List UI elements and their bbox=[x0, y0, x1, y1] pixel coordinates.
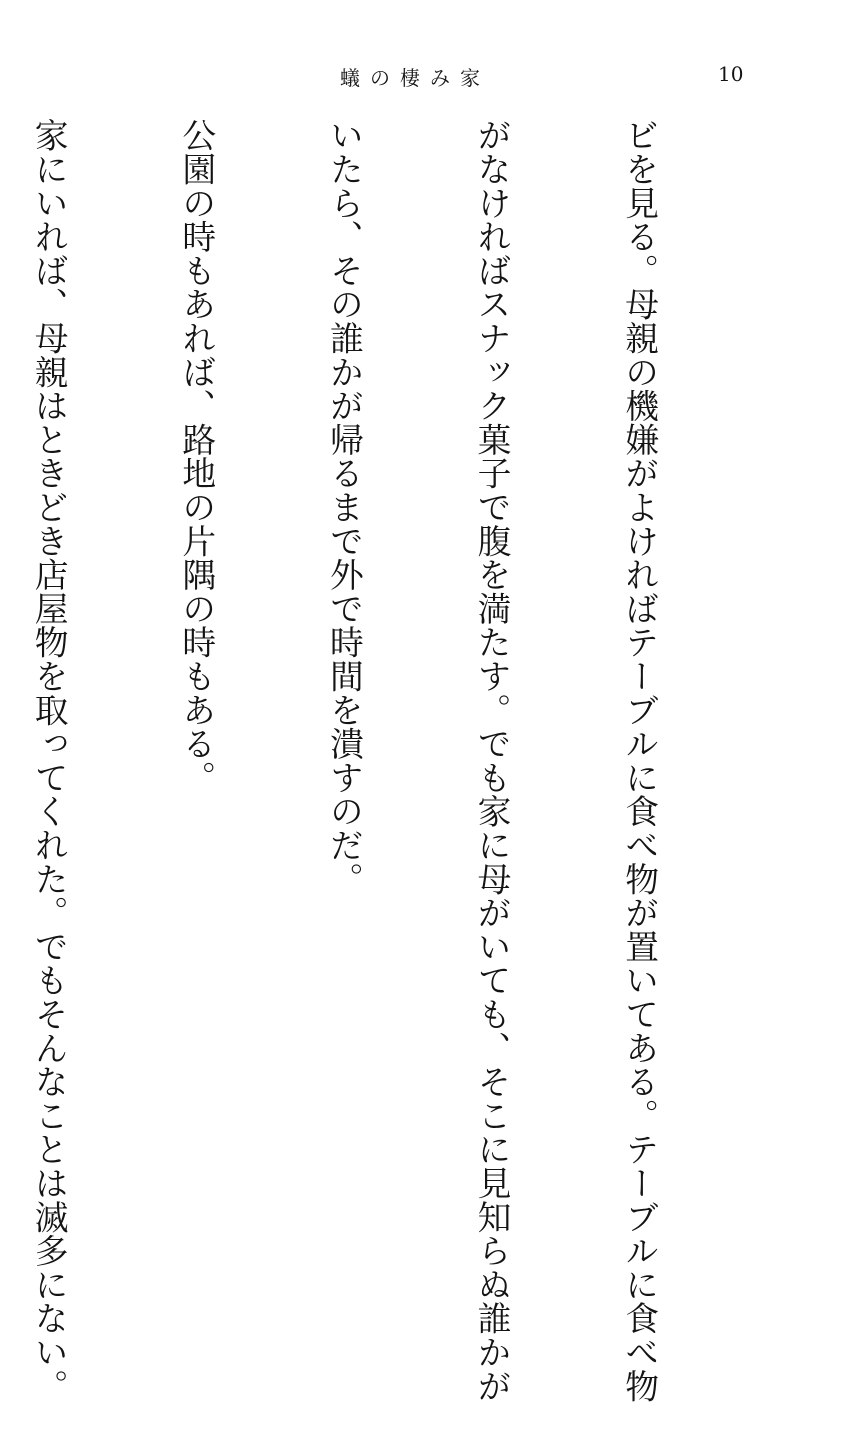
text-line: 公園の時もあれば、路地の片隅の時もある。 bbox=[176, 118, 216, 794]
text-line: いたら、その誰かが帰るまで外で時間を潰すのだ。 bbox=[324, 118, 364, 896]
body-text bbox=[29, 118, 762, 1403]
text-line: 家にいれば、母親はときどき店屋物を取ってくれた。でもそんなことは滅多にない。 bbox=[29, 118, 69, 1403]
text-line: がなければスナック菓子で腹を満たす。でも家に母がいても、そこに見知らぬ誰かが bbox=[471, 118, 511, 1403]
text-line: ビを見る。母親の機嫌がよければテーブルに食べ物が置いてある。テーブルに食べ物 bbox=[619, 118, 659, 1403]
page-number: 10 bbox=[718, 62, 744, 86]
page-header bbox=[0, 62, 841, 92]
running-title: 蟻の棲み家 bbox=[340, 66, 490, 90]
